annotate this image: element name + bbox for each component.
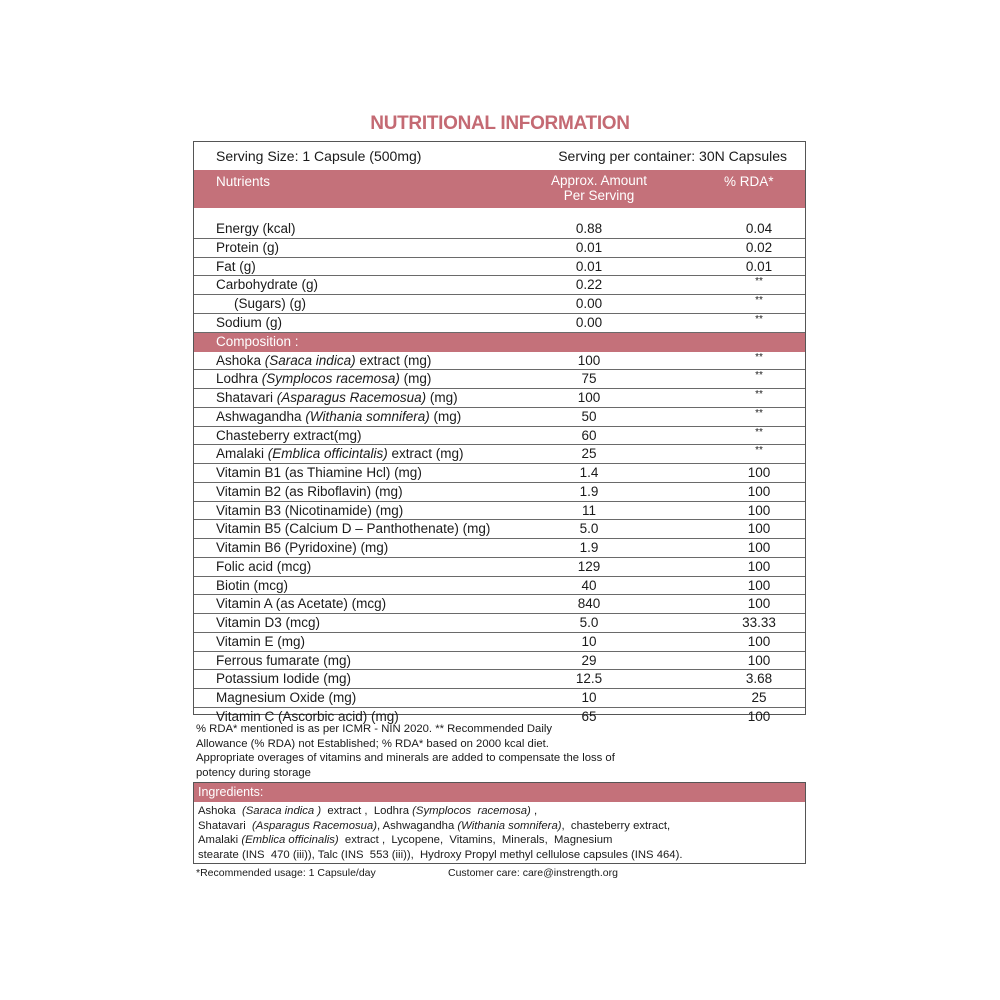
latin-name: (Symplocos racemosa) [261, 371, 400, 387]
header-rda: % RDA* [724, 174, 774, 189]
nutrient-name [216, 521, 490, 536]
rda-notes [196, 722, 756, 780]
name-part: Vitamin B2 (as Riboflavin) (mg) [216, 483, 403, 499]
nutrient-name [216, 615, 320, 630]
amount-value: 11 [581, 502, 596, 518]
ingredient-text: extract , Lycopene, Vitamins, Minerals, Magnesium [338, 834, 613, 846]
rda-value: 3.68 [745, 671, 773, 687]
amount-value: 0.22 [575, 277, 603, 293]
rda-value: 100 [747, 708, 771, 724]
name-part: Potassium Iodide (mg) [216, 671, 352, 687]
table-header [194, 170, 805, 208]
name-part: Ashwagandha [216, 408, 306, 424]
nutrient-name: Energy (kcal) [216, 221, 296, 236]
nutrient-name [216, 690, 356, 705]
name-part: Ferrous fumarate (mg) [216, 652, 352, 668]
amount-value: 0.01 [575, 239, 603, 255]
amount-value: 60 [581, 427, 597, 443]
ingredient-text: Amalaki [198, 834, 242, 846]
ingredient-latin: (Asparagus Racemosua) [252, 819, 377, 832]
rda-value: 100 [747, 558, 771, 574]
header-nutrients: Nutrients [216, 174, 271, 189]
ingredient-text: , chasteberry extract, [561, 819, 671, 832]
serving-row [194, 142, 805, 170]
amount-value: 10 [581, 690, 597, 705]
name-part: Vitamin B3 (Nicotinamide) (mg) [216, 502, 404, 518]
name-part: extract (mg) [387, 446, 464, 462]
serving-size: Serving Size: 1 Capsule (500mg) [216, 148, 422, 164]
note-line: Allowance (% RDA) not Established; % RDA* based on 2000 kcal diet. [196, 737, 549, 750]
amount-value: 50 [581, 408, 597, 424]
table-row [194, 464, 805, 483]
rda-value: ** [755, 351, 763, 363]
table-row [194, 539, 805, 558]
ingredient-latin: (Symplocos racemosa) [412, 805, 531, 817]
ingredients-label: Ingredients: [198, 785, 264, 799]
amount-value: 10 [581, 633, 597, 649]
ingredient-text: Shatavari [198, 819, 253, 832]
recommended-usage: *Recommended usage: 1 Capsule/day [196, 867, 376, 879]
nutrient-name [216, 353, 431, 368]
rda-value: 100 [747, 465, 771, 480]
ingredients-header [194, 783, 805, 802]
table-row [194, 483, 805, 502]
rda-value: 100 [747, 652, 771, 668]
name-part: Vitamin B5 (Calcium D – Panthothenate) (mg) [216, 521, 491, 537]
name-part: Vitamin D3 (mcg) [216, 615, 321, 630]
name-part: Chasteberry extract(mg) [216, 427, 362, 443]
table-row [194, 276, 805, 295]
table-row [194, 408, 805, 427]
table-row [194, 352, 805, 371]
name-part: (mg) [399, 371, 432, 387]
amount-value: 0.88 [575, 221, 603, 236]
rda-value: 100 [747, 502, 771, 518]
rda-value: ** [755, 370, 763, 382]
name-part: Vitamin A (as Acetate) (mcg) [216, 596, 387, 612]
ingredient-text: , [530, 805, 538, 817]
rda-value: ** [755, 389, 763, 400]
name-part: Ashoka [216, 352, 265, 368]
rda-value: ** [755, 276, 763, 288]
rda-value: 33.33 [742, 615, 776, 630]
ingredient-text: extract , Lodhra [321, 805, 413, 817]
amount-value: 100 [577, 352, 601, 368]
header-amount-line2: Per Serving [563, 188, 635, 203]
name-part: (mg) [429, 408, 462, 424]
name-part: Vitamin C (Ascorbic acid) (mg) [216, 708, 399, 724]
nutrient-name [216, 596, 386, 611]
amount-value: 1.9 [579, 483, 599, 499]
nutrient-name: Protein (g) [216, 239, 280, 255]
table-row [194, 370, 805, 389]
nutrient-name: Fat (g) [216, 258, 256, 274]
name-part: Vitamin B1 (as Thiamine Hcl) (mg) [216, 465, 422, 480]
nutrient-name: Sodium (g) [216, 314, 283, 330]
nutrient-name [216, 653, 351, 668]
table-row [194, 295, 805, 314]
table-row [194, 502, 805, 521]
note-line: % RDA* mentioned is as per ICMR - NIN 2020. ** Recommended Daily [196, 723, 552, 735]
nutrient-name [216, 484, 403, 499]
latin-name: (Emblica officintalis) [267, 446, 388, 462]
rda-value: 100 [747, 633, 771, 649]
table-row [194, 652, 805, 671]
nutrient-name [216, 446, 464, 461]
amount-value: 25 [581, 446, 597, 462]
amount-value: 5.0 [579, 615, 599, 630]
amount-value: 12.5 [575, 671, 603, 687]
table-body [194, 208, 805, 727]
rda-value: 100 [747, 540, 771, 555]
table-row [194, 389, 805, 408]
table-row [194, 577, 805, 596]
amount-value: 1.9 [579, 540, 599, 555]
nutrient-name: (Sugars) (g) [234, 296, 307, 311]
rda-value: 0.01 [745, 258, 773, 274]
amount-value: 1.4 [579, 465, 599, 480]
ingredient-latin: (Emblica officinalis) [241, 834, 339, 846]
ingredient-text: , Ashwagandha [376, 819, 458, 832]
amount-value: 0.01 [575, 258, 603, 274]
amount-value: 65 [581, 708, 597, 724]
table-row [194, 220, 805, 239]
name-part: Vitamin E (mg) [216, 633, 306, 649]
ingredient-text: stearate (INS 470 (iii)), Talc (INS 553 (iii)), Hydroxy Propyl methyl cellulose capsules (INS 464). [198, 848, 683, 861]
amount-value: 75 [581, 371, 597, 387]
name-part: Amalaki [216, 446, 268, 462]
latin-name: (Asparagus Racemosua) [276, 390, 427, 405]
rda-value: ** [755, 313, 763, 325]
note-line: potency during storage [196, 766, 311, 779]
rda-value: 100 [747, 596, 771, 612]
nutrient-name [216, 371, 431, 386]
table-row [194, 239, 805, 258]
table-row [194, 427, 805, 446]
customer-care: Customer care: care@instrength.org [448, 867, 618, 879]
nutrient-name: Carbohydrate (g) [216, 277, 319, 293]
table-row [194, 633, 805, 652]
nutrient-name [216, 409, 461, 424]
name-part: Lodhra [216, 371, 262, 387]
table-row [194, 558, 805, 577]
latin-name: (Withania somnifera) [305, 408, 430, 424]
amount-value: 40 [581, 577, 597, 593]
rda-value: ** [755, 445, 763, 457]
rda-value: 0.04 [745, 221, 773, 236]
rda-value: 100 [747, 483, 771, 499]
ingredients-text [198, 804, 798, 862]
name-part: Folic acid (mcg) [216, 558, 312, 574]
latin-name: (Saraca indica) [264, 352, 356, 368]
header-spacer [194, 208, 805, 220]
nutrient-name [216, 578, 288, 593]
rda-value: 0.02 [745, 239, 773, 255]
amount-value: 0.00 [575, 314, 603, 330]
ingredient-text: Ashoka [198, 805, 242, 817]
amount-value: 5.0 [579, 521, 599, 537]
ingredients-box [193, 782, 806, 864]
ingredient-latin: (Withania somnifera) [457, 819, 562, 832]
ingredient-latin: (Saraca indica ) [241, 805, 322, 817]
amount-value: 100 [577, 390, 601, 405]
rda-value: ** [755, 407, 763, 419]
amount-value: 0.00 [575, 296, 603, 311]
nutrient-name [216, 428, 362, 443]
table-row [194, 258, 805, 277]
amount-value: 840 [577, 596, 601, 612]
composition-header [194, 333, 805, 352]
nutrient-name [216, 390, 458, 405]
page-title: NUTRITIONAL INFORMATION [370, 113, 630, 134]
nutrient-name [216, 465, 422, 480]
rda-value: 100 [747, 577, 771, 593]
table-row [194, 614, 805, 633]
name-part: extract (mg) [355, 352, 432, 368]
rda-value: 100 [747, 521, 771, 537]
nutrient-name [216, 671, 351, 686]
table-row [194, 314, 805, 333]
table-row [194, 670, 805, 689]
serving-per-container: Serving per container: 30N Capsules [558, 148, 787, 164]
name-part: Shatavari [216, 390, 277, 405]
amount-value: 29 [581, 652, 597, 668]
nutrition-table [193, 141, 806, 724]
note-line: Appropriate overages of vitamins and minerals are added to compensate the loss of [196, 752, 615, 764]
table-row [194, 689, 805, 708]
header-amount [514, 173, 684, 203]
header-amount-line1: Approx. Amount [550, 173, 648, 188]
name-part: (mg) [426, 390, 458, 405]
nutrient-name [216, 634, 305, 649]
rda-value: ** [755, 426, 763, 438]
name-part: Vitamin B6 (Pyridoxine) (mg) [216, 540, 389, 555]
table-row [194, 445, 805, 464]
nutrient-name [216, 540, 388, 555]
rda-value: 25 [751, 690, 767, 705]
table-row [194, 595, 805, 614]
rda-value: ** [755, 295, 763, 306]
nutrient-name [216, 503, 403, 518]
name-part: Magnesium Oxide (mg) [216, 690, 357, 705]
nutrient-name [216, 559, 311, 574]
name-part: Biotin (mcg) [216, 577, 289, 593]
table-row [194, 520, 805, 539]
composition-label: Composition : [216, 333, 299, 349]
amount-value: 129 [577, 558, 601, 574]
